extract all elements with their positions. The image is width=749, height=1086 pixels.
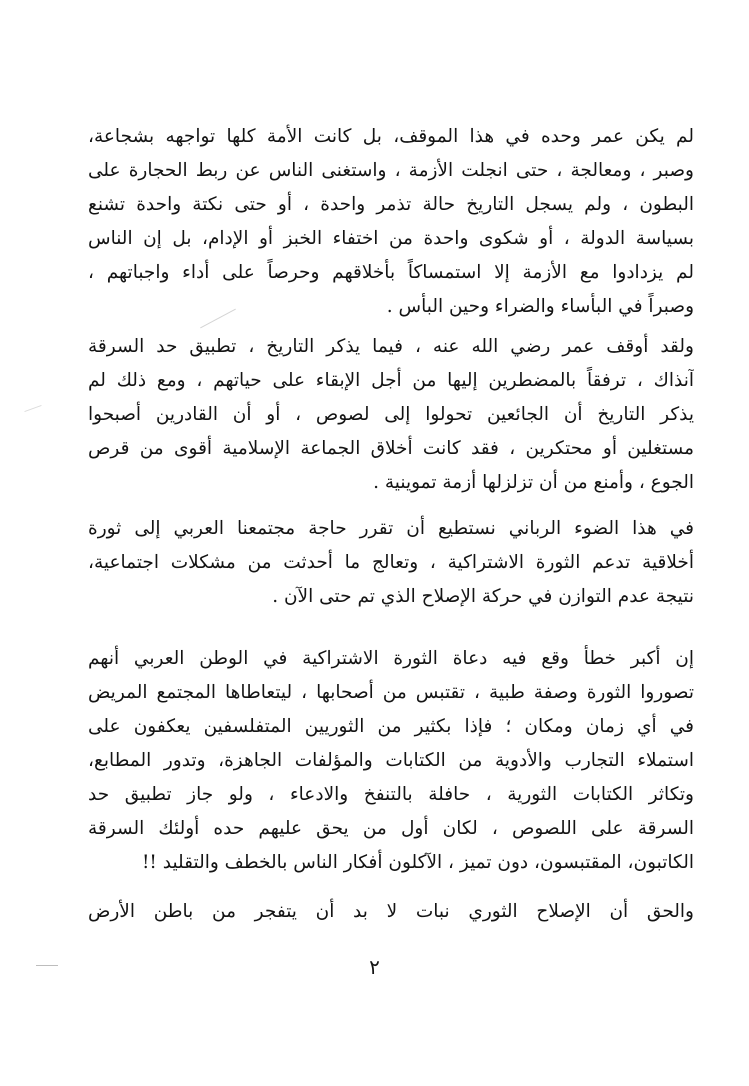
text-line: لم يكن عمر وحده في هذا الموقف، بل كانت الأمة كلها تواجهه بشجاعة، bbox=[88, 126, 694, 147]
text-line: وتكاثر الكتابات الثورية ، حافلة بالتنفخ والادعاء ، ولو جاز تطبيق حد bbox=[88, 784, 694, 805]
text-line: وصبراً في البأساء والضراء وحين البأس . bbox=[386, 296, 694, 317]
text-line: يذكر التاريخ أن الجائعين تحولوا إلى لصوص ، أو أن القادرين أصبحوا bbox=[88, 404, 694, 425]
text-line: لم يزدادوا مع الأزمة إلا استمساكاً بأخلاقهم وحرصاً على أداء واجباتهم ، bbox=[88, 262, 694, 283]
text-line: أخلاقية تدعم الثورة الاشتراكية ، وتعالج ما أحدثت من مشكلات اجتماعية، bbox=[88, 552, 694, 573]
text-line: وصبر ، ومعالجة ، حتى انجلت الأزمة ، واستغنى الناس عن ربط الحجارة على bbox=[88, 160, 694, 181]
text-line: نتيجة عدم التوازن في حركة الإصلاح الذي تم حتى الآن . bbox=[272, 586, 694, 607]
text-line: آنذاك ، ترفقاً بالمضطرين إليها من أجل الإبقاء على حياتهم ، ومع ذلك لم bbox=[88, 370, 694, 391]
page-number: ٢ bbox=[369, 955, 380, 979]
text-line: استملاء التجارب والأدوية من الكتابات والمؤلفات الجاهزة، وتدور المطابع، bbox=[88, 750, 694, 771]
paragraph-2 bbox=[88, 330, 694, 500]
paragraph-3 bbox=[88, 512, 694, 614]
text-line: إن أكبر خطأ وقع فيه دعاة الثورة الاشتراكية في الوطن العربي أنهم bbox=[88, 648, 694, 669]
paragraph-1 bbox=[88, 120, 694, 324]
text-line: السرقة على اللصوص ، لكان أول من يحق عليهم حده أولئك السرقة bbox=[88, 818, 694, 839]
text-line: البطون ، ولم يسجل التاريخ حالة تذمر واحدة ، أو حتى نكتة واحدة تشنع bbox=[88, 194, 694, 215]
paragraph-5 bbox=[88, 895, 694, 929]
text-line: بسياسة الدولة ، أو شكوى واحدة من اختفاء الخبز أو الإدام، بل إن الناس bbox=[88, 228, 694, 249]
text-line: تصوروا الثورة وصفة طبية ، تقتبس من أصحابها ، ليتعاطاها المجتمع المريض bbox=[88, 682, 694, 703]
text-line: في هذا الضوء الرباني نستطيع أن تقرر حاجة مجتمعنا العربي إلى ثورة bbox=[88, 518, 694, 539]
text-line: مستغلين أو محتكرين ، فقد كانت أخلاق الجماعة الإسلامية أقوى من قرص bbox=[88, 438, 694, 459]
text-line: الكاتبون، المقتبسون، دون تميز ، الآكلون أفكار الناس بالخطف والتقليد !! bbox=[141, 852, 694, 873]
scan-mark bbox=[24, 405, 41, 412]
text-line: والحق أن الإصلاح الثوري نبات لا بد أن يتفجر من باطن الأرض bbox=[88, 901, 694, 922]
paragraph-4 bbox=[88, 642, 694, 880]
text-line: الجوع ، وأمنع من أن تزلزلها أزمة تموينية . bbox=[373, 472, 694, 493]
text-line: ولقد أوقف عمر رضي الله عنه ، فيما يذكر التاريخ ، تطبيق حد السرقة bbox=[88, 336, 694, 357]
text-line: في أي زمان ومكان ؛ فإذا بكثير من الثوريين المتفلسفين يعكفون على bbox=[88, 716, 694, 737]
